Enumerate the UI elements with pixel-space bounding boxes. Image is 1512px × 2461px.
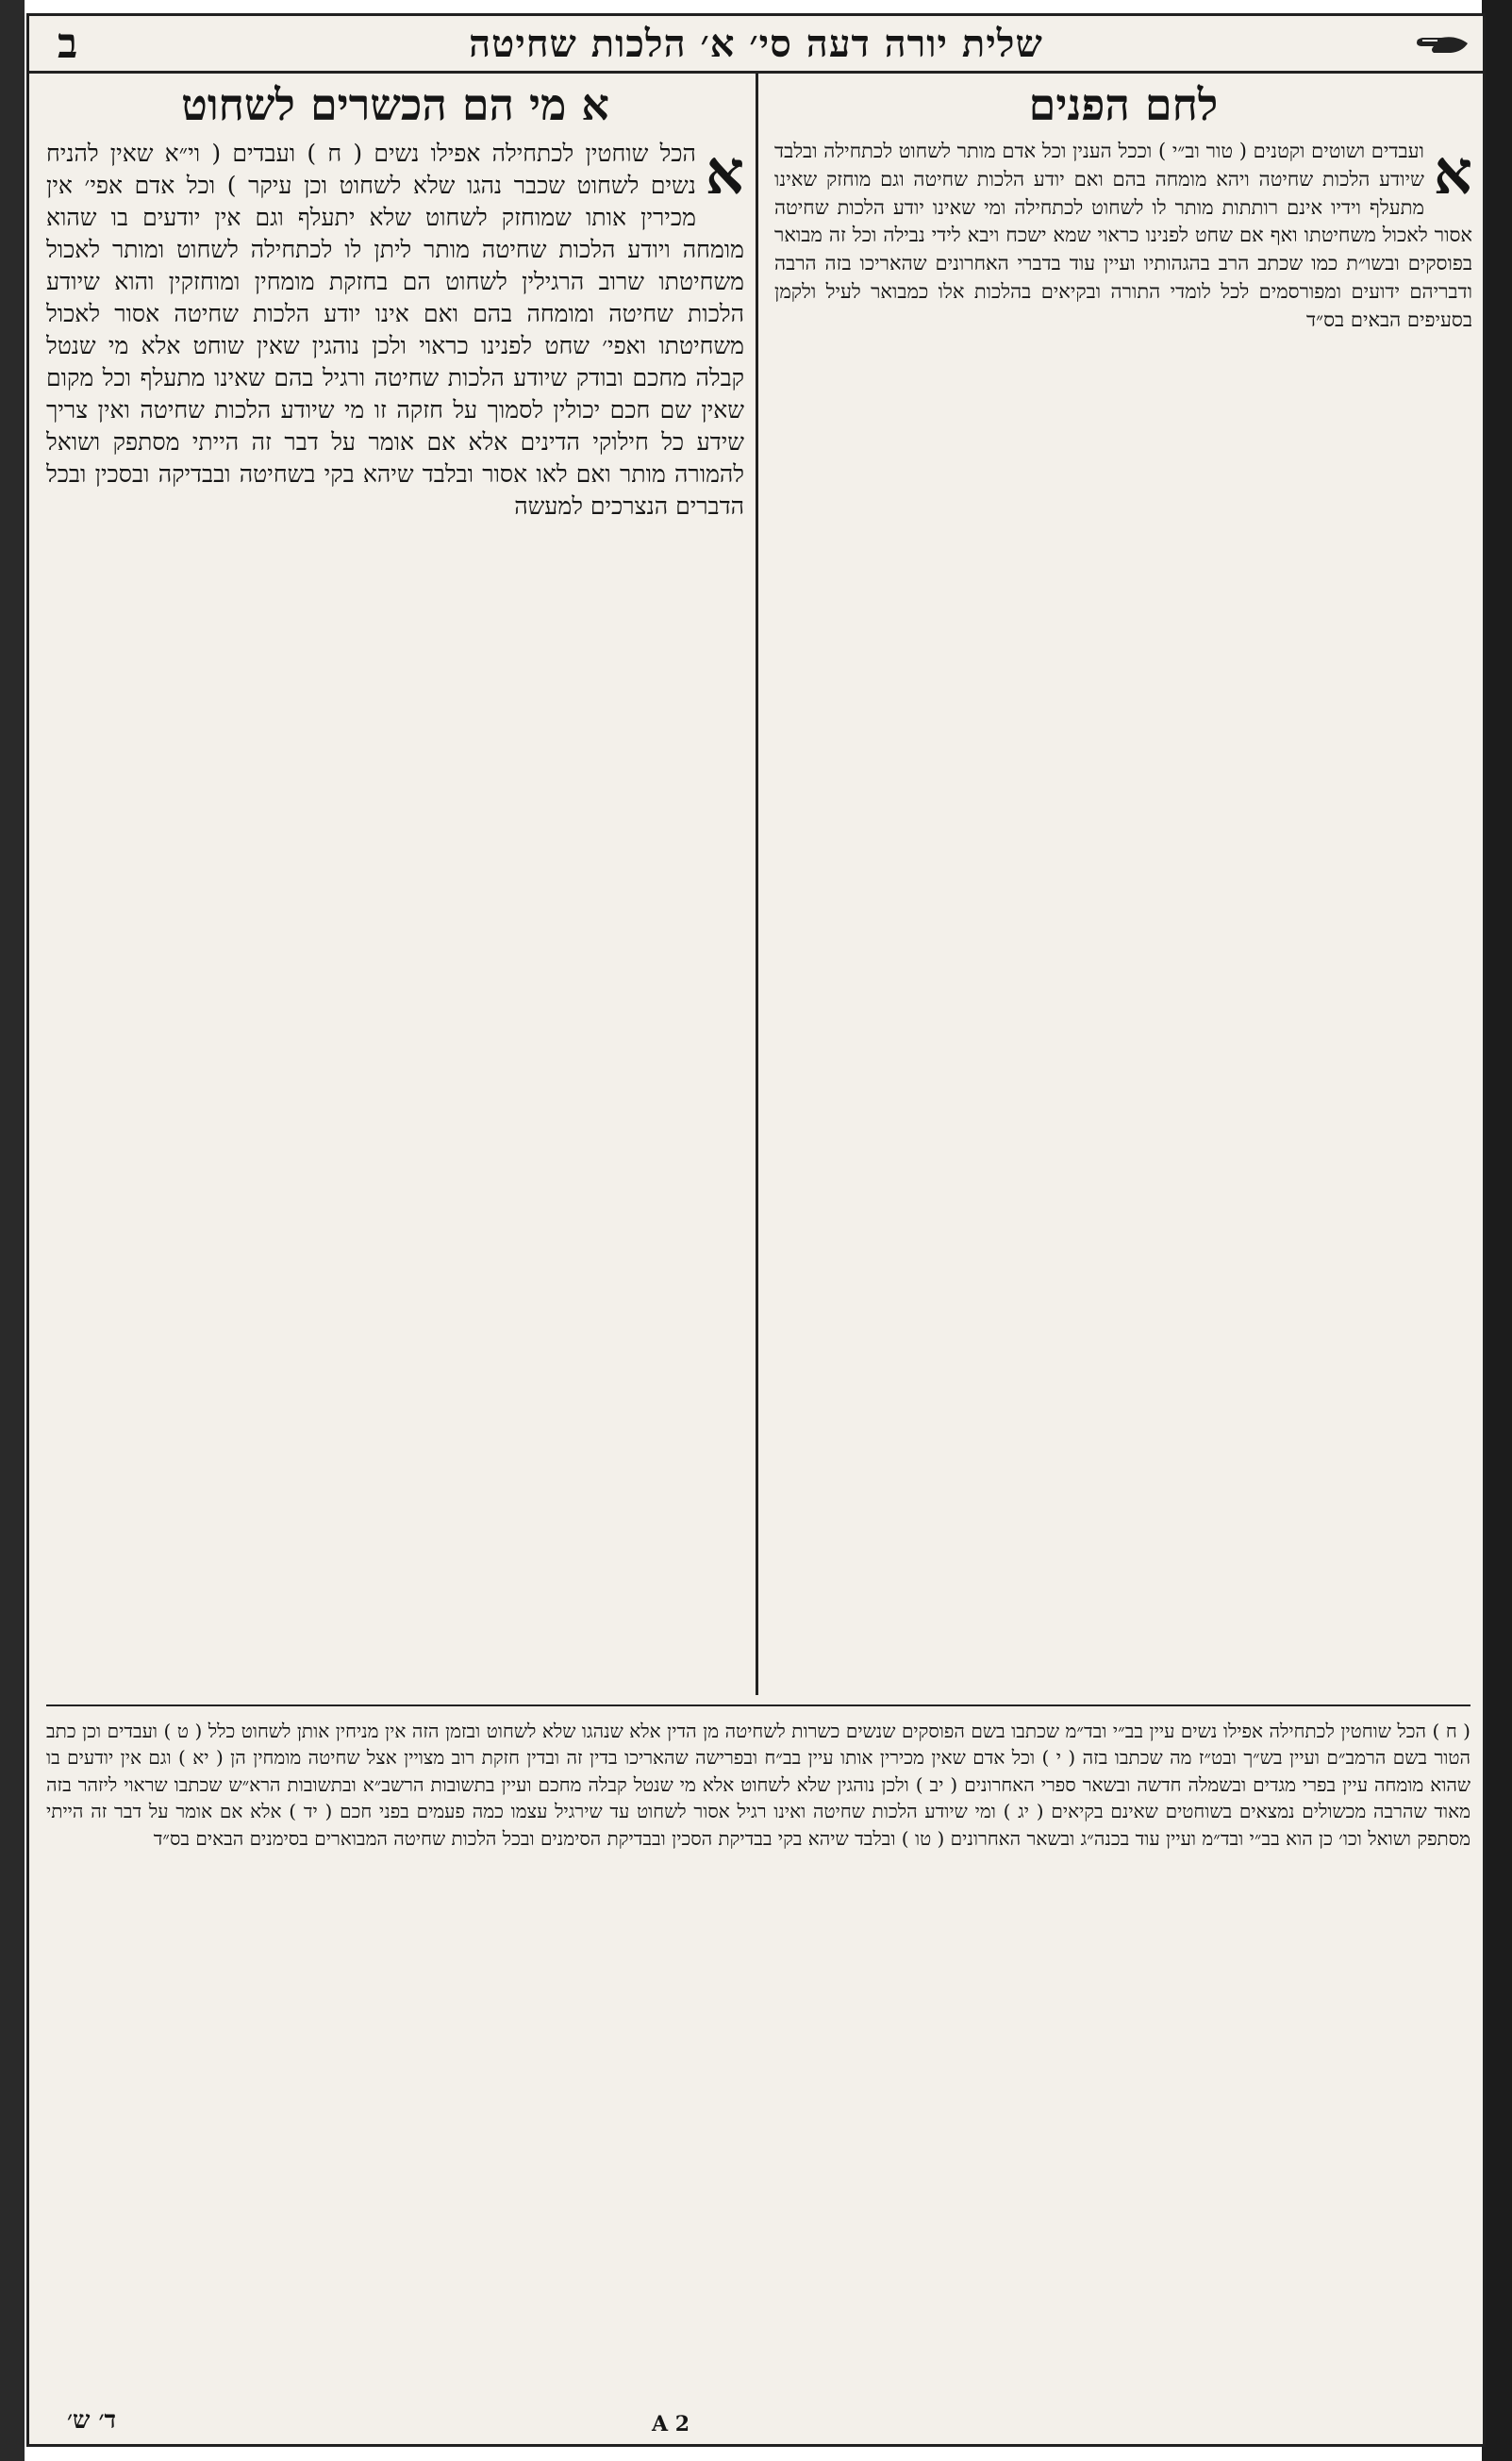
section-heading: א מי הם הכשרים לשחוט — [181, 79, 609, 130]
left-column — [46, 78, 744, 1691]
pointing-hand-icon — [1413, 29, 1470, 58]
scan-edge-right — [1482, 0, 1512, 2461]
folio-catchword: ד׳ ש׳ — [67, 2406, 116, 2435]
column-divider — [756, 71, 758, 1695]
footnotes-block — [46, 1704, 1470, 2431]
right-column-text — [774, 138, 1472, 335]
left-column-initial: א — [705, 137, 744, 208]
left-column-text — [46, 138, 744, 523]
right-column-initial: א — [1433, 137, 1472, 208]
page-header — [29, 16, 1483, 74]
book-page — [26, 13, 1486, 2447]
printer-signature: A 2 — [652, 2412, 690, 2436]
right-column-body: ועבדים ושוטים וקטנים ( טור וב״י ) וככל הענין וכל אדם מותר לשחוט לכתחילה ובלבד שיודע הלכות שחיטה ויהא מומחה בהם ואם יודע הלכות שחיטה וגם מוחזק שאינו מתעלף וידיו אינם רותתות מותר לו לשחוט לכתחילה ומי שאינו יודע הלכות שחיטה אסור לאכול משחיטתו ואף אם שחט לפנינו כראוי שמא ישכח ויבא לידי נבילה וכל זה מבואר בפוסקים ובשו״ת כמו שכתב הרב בהגהותיו ועיין עוד בדברי האחרונים שהאריכו בזה הרבה ודבריהם ידועים ומפורסמים לכל לומדי התורה ובקיאים בהלכות אלו כמבואר לעיל ולקמן בסעיפים הבאים בס״ד — [774, 139, 1472, 331]
right-column — [774, 78, 1472, 1691]
scan-edge-left — [0, 0, 25, 2461]
page-letter: ב — [58, 20, 78, 68]
running-title: שלית יורה דעה סי׳ א׳ הלכות שחיטה — [469, 21, 1043, 66]
footnotes-body: ( ח ) הכל שוחטין לכתחילה אפילו נשים עיין בב״י ובד״מ שכתבו בשם הפוסקים שנשים כשרות לשחיטה מן הדין אלא שנהגו שלא לשחוט ובזמן הזה אין מניחין אותן לשחוט כלל ( ט ) ועבדים וכן כתב הטור בשם הרמב״ם ועיין בש״ך ובט״ז מה שכתבו בזה ( י ) וכל אדם שאין מכירין אותו עיין בב״ח ובפרישה שהאריכו בדין זה ובדין חזקת רוב מצויין אצל שחיטה מומחין הן ( יא ) וגם אין יודעים בו שהוא מומחה עיין בפרי מגדים ובשמלה חדשה ובשאר ספרי האחרונים ( יב ) ולכן נוהגין שלא לשחוט אלא מי שנטל קבלה מחכם ועיין בתשובות הרשב״א ובתשובות הרא״ש שכתבו שראוי ליזהר בזה מאוד שהרבה מכשולים נמצאים בשוחטים שאינם בקיאים ( יג ) ומי שיודע הלכות שחיטה ואינו רגיל אסור לשחוט עד שירגיל עצמו כמה פעמים בפני חכם ( יד ) אלא אם אומר על דבר זה הייתי מסתפק ושואל וכו׳ כן הוא בב״י ובד״מ ועיין עוד בכנה״ג ובשאר האחרונים ( טו ) ובלבד שיהא בקי בבדיקת הסכין ובבדיקת הסימנים ובכל הלכות שחיטה המבוארים בסימנים הבאים בס״ד — [46, 1720, 1470, 1850]
right-column-heading: לחם הפנים — [1028, 79, 1219, 130]
left-column-body: הכל שוחטין לכתחילה אפילו נשים ( ח ) ועבדים ( וי״א שאין להניח נשים לשחוט שכבר נהגו שלא לשחוט וכן עיקר ) וכל אדם אפי׳ אין מכירין אותו שמוחזק לשחוט שלא יתעלף וגם אין יודעים בו שהוא מומחה ויודע הלכות שחיטה מותר ליתן לו לכתחילה לשחוט ומותר לאכול משחיטתו שרוב הרגילין לשחוט הם בחזקת מומחין ומוחזקין והוא שיודע הלכות שחיטה ומומחה בהם ואם אינו יודע הלכות שחיטה אסור לאכול משחיטתו ואפי׳ שחט לפנינו כראוי ולכן נוהגין שאין שוחט אלא מי שנטל קבלה מחכם ובודק שיודע הלכות שחיטה ורגיל בהם שאינו מתעלף וכל מקום שאין שם חכם יכולין לסמוך על חזקה זו מי שיודע הלכות שחיטה ואין צריך שידע כל חילוקי הדינים אלא אם אומר על דבר זה הייתי מסתפק ושואל להמורה מותר ואם לאו אסור ובלבד שיהא בקי בשחיטה ובבדיקה ובסכין ובכל הדברים הנצרכים למעשה — [46, 139, 744, 520]
